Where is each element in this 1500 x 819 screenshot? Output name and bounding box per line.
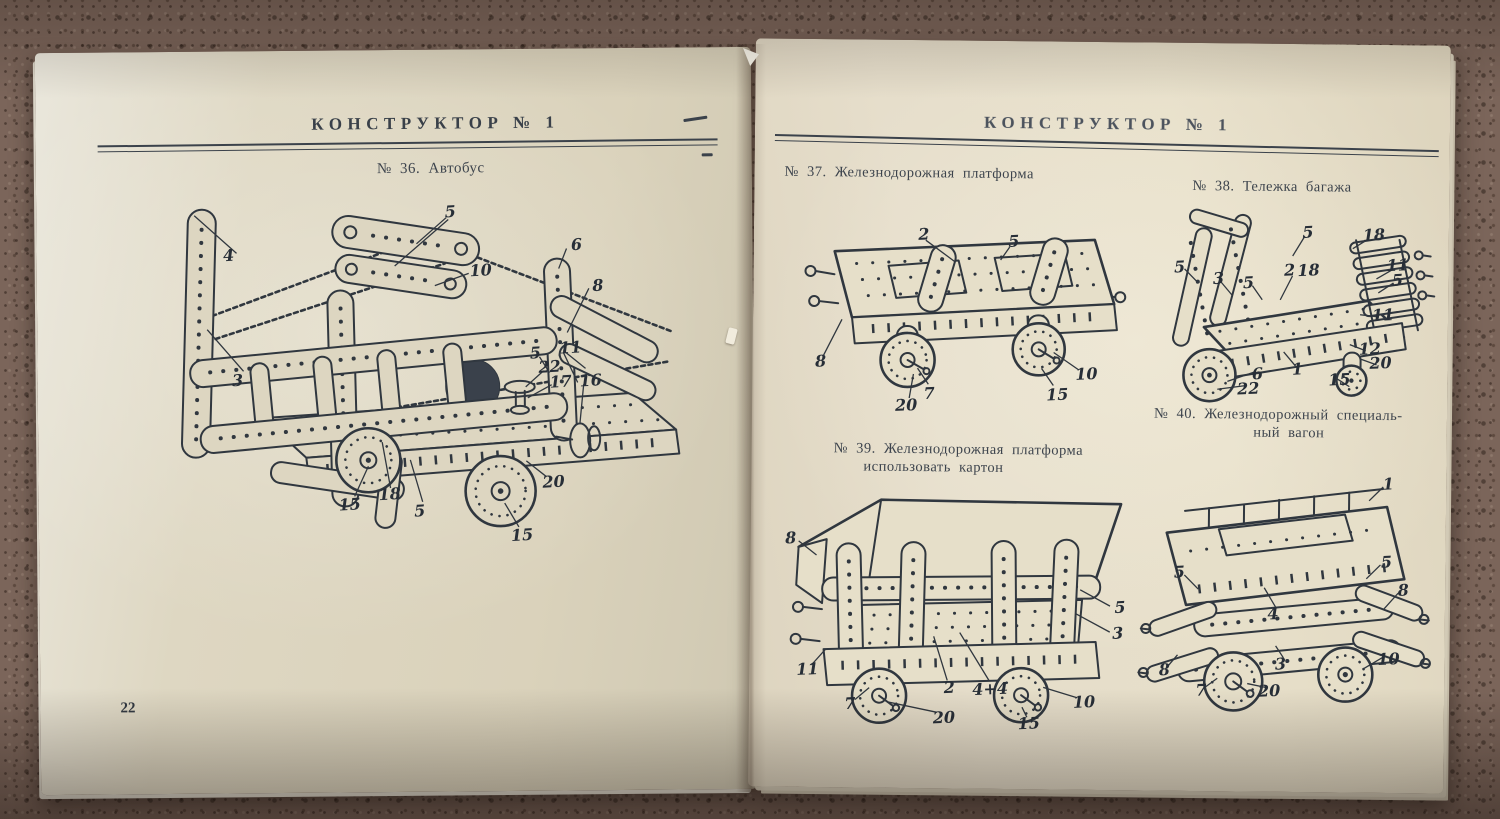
part-label: 5 [1007,231,1020,251]
wheel [465,456,536,527]
part-label: 1 [1382,474,1395,494]
part-label: 7 [923,383,936,403]
part-label: 4 [222,245,235,266]
right-page [748,38,1451,793]
part-label: 11 [558,337,583,358]
part-label: 18 [1362,224,1386,245]
part-label: 2 [917,224,930,244]
part-label: 8 [591,275,605,296]
figure-38-drawing [1153,201,1440,419]
part-label: 5 [443,201,457,222]
part-label: 15 [1045,384,1069,405]
wheel [1183,349,1236,402]
part-label: 2 [943,677,956,698]
page-number: 22 [120,700,136,717]
part-label: 20 [1368,352,1392,373]
part-label: 22 [537,356,562,377]
part-label: 12 [1358,338,1382,359]
part-label: 8 [814,351,827,371]
figure-40-art [1137,470,1432,735]
part-label: 5 [1114,597,1127,618]
part-label: 18 [1296,260,1320,281]
part-label: 6 [570,234,583,255]
part-label: 11 [1371,305,1395,325]
part-label: 7 [843,693,856,714]
figure-36-drawing [126,199,695,629]
part-label: 10 [1377,649,1401,670]
part-label: 2 [1283,260,1296,280]
part-label: 20 [932,707,956,728]
part-label: 20 [1257,680,1281,701]
print-mark [702,153,713,156]
part-label: 1 [1291,359,1304,379]
figure-39-caption: № 39. Железнодорожная платформа использовать картон [833,440,1084,477]
wheel [336,428,401,493]
part-label: 10 [1075,363,1099,384]
part-label: 10 [1072,691,1096,712]
right-header-rule [775,134,1439,157]
part-label: 5 [413,500,426,521]
part-label: 5 [1173,561,1186,582]
part-label: 15 [337,494,362,515]
part-label: 8 [784,528,797,548]
part-label: 3 [1212,268,1225,288]
axle-bolt [791,602,822,644]
figure-37-caption: № 37. Железнодорожная платформа [784,163,1035,183]
figure-36-art [126,199,695,629]
figure-36-caption: № 36. Автобус [376,160,485,178]
part-label: 11 [1386,255,1410,275]
figure-40-drawing [1137,470,1432,735]
left-header-rule [98,138,718,152]
part-label: 3 [231,370,244,390]
figure-37-drawing [795,197,1132,415]
part-label: 5 [1302,222,1314,242]
part-label: 8 [1158,660,1171,680]
part-label: 15 [510,524,534,546]
figure-40-caption: № 40. Железнодорожный специаль- ный вагон [1153,405,1403,442]
part-label: 16 [578,370,603,391]
part-label: 15 [1327,369,1352,390]
figure-38-caption: № 38. Тележка багажа [1192,177,1352,196]
part-label: 22 [1236,378,1260,399]
figure-39-drawing [781,479,1134,748]
right-page-header: КОНСТРУКТОР № 1 [983,112,1233,135]
part-label: 8 [1397,580,1410,601]
part-label: 3 [1274,654,1287,674]
part-label: 10 [469,259,493,281]
part-label: 4 [1266,604,1279,624]
part-label: 20 [541,471,566,492]
part-label: 4+4 [971,678,1009,700]
part-label: 5 [529,343,542,363]
left-page-header: КОНСТРУКТОР № 1 [311,112,560,134]
part-label: 5 [1380,552,1393,572]
part-label: 5 [1242,272,1255,293]
part-label: 15 [1017,713,1041,734]
figure-38-art [1153,201,1440,419]
part-label: 17 [548,371,573,392]
part-label: 5 [1391,270,1404,290]
part-label: 11 [795,658,819,679]
print-mark [683,116,707,123]
wall-bolts [1414,251,1435,299]
wheel [1318,647,1373,702]
part-label: 6 [1251,363,1264,384]
part-label: 7 [1195,680,1208,700]
part-label: 3 [1111,623,1124,643]
left-page [35,47,757,795]
part-label: 5 [1173,257,1186,277]
part-label: 20 [894,395,918,416]
part-label: 18 [377,483,402,505]
